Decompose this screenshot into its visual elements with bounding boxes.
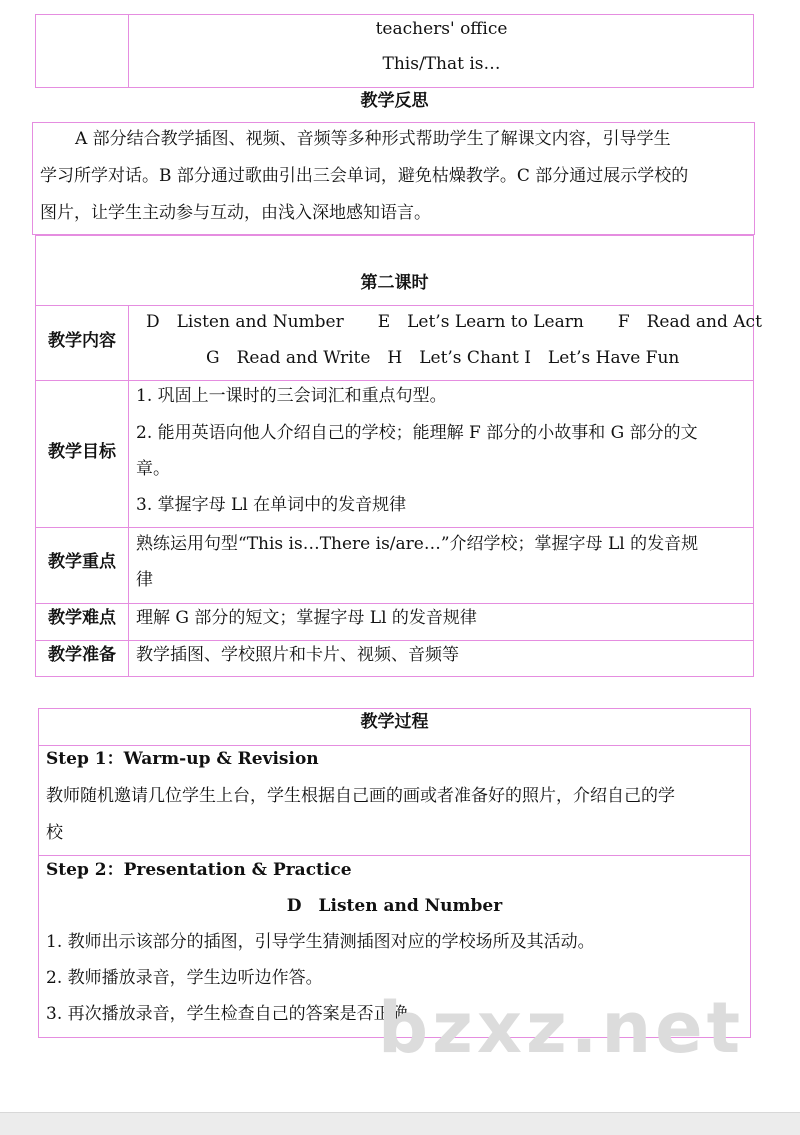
step1-line2: 校 [46,823,63,843]
reflection-line1: A 部分结合教学插图、视频、音频等多种形式帮助学生了解课文内容，引导学生 [75,129,671,149]
lesson2-title: 第二课时 [360,273,429,293]
goal-2b: 章。 [136,459,170,479]
content-line1: D Listen and Number E Let’s Learn to Learn F Read and Act [146,312,762,332]
goals-label: 教学目标 [48,442,116,462]
row-line [35,640,754,641]
preparation-text: 教学插图、学校照片和卡片、视频、音频等 [136,645,459,665]
step2-item-2: 2. 教师播放录音，学生边听边作答。 [46,968,323,988]
process-title: 教学过程 [360,712,429,732]
step2-item-1: 1. 教师出示该部分的插图，引导学生猜测插图对应的学校场所及其活动。 [46,932,595,952]
difficulties-text: 理解 G 部分的短文；掌握字母 Ll 的发音规律 [136,608,477,628]
step2-item-3: 3. 再次播放录音，学生检查自己的答案是否正确。 [46,1004,425,1024]
section-d-heading: D Listen and Number [286,896,503,916]
row-line [35,305,754,306]
step2-heading: Step 2：Presentation & Practice [46,860,352,880]
step1-line1: 教师随机邀请几位学生上台，学生根据自己画的画或者准备好的照片，介绍自己的学 [46,786,675,806]
row-line [38,745,751,746]
watermark: bzxz.net [378,987,745,1069]
preparation-label: 教学准备 [48,645,116,665]
row-line [35,603,754,604]
difficulties-label: 教学难点 [48,608,116,628]
top-table-line2: This/That is… [382,54,501,74]
row-line [38,855,751,856]
key-points-label: 教学重点 [48,552,116,572]
reflection-line2: 学习所学对话。B 部分通过歌曲引出三会单词，避免枯燥教学。C 部分通过展示学校的 [40,166,689,186]
goal-2a: 2. 能用英语向他人介绍自己的学校；能理解 F 部分的小故事和 G 部分的文 [136,423,698,443]
reflection-heading: 教学反思 [360,91,429,111]
goal-1: 1. 巩固上一课时的三会词汇和重点句型。 [136,386,447,406]
goal-3: 3. 掌握字母 Ll 在单词中的发音规律 [136,495,407,515]
label-column-divider [128,305,129,677]
content-label: 教学内容 [48,331,116,351]
page-bottom-edge [0,1112,800,1135]
reflection-line3: 图片，让学生主动参与互动，由浅入深地感知语言。 [40,203,431,223]
content-line2: G Read and Write H Let’s Chant I Let’s Have Fun [206,348,680,368]
key-points-line1: 熟练运用句型“This is…There is/are…”介绍学校；掌握字母 Ll 的发音规 [136,534,699,554]
step1-heading: Step 1：Warm-up & Revision [46,749,319,769]
row-line [35,380,754,381]
key-points-line2: 律 [136,570,153,590]
row-line [35,527,754,528]
top-table-line1: teachers' office [375,19,508,39]
